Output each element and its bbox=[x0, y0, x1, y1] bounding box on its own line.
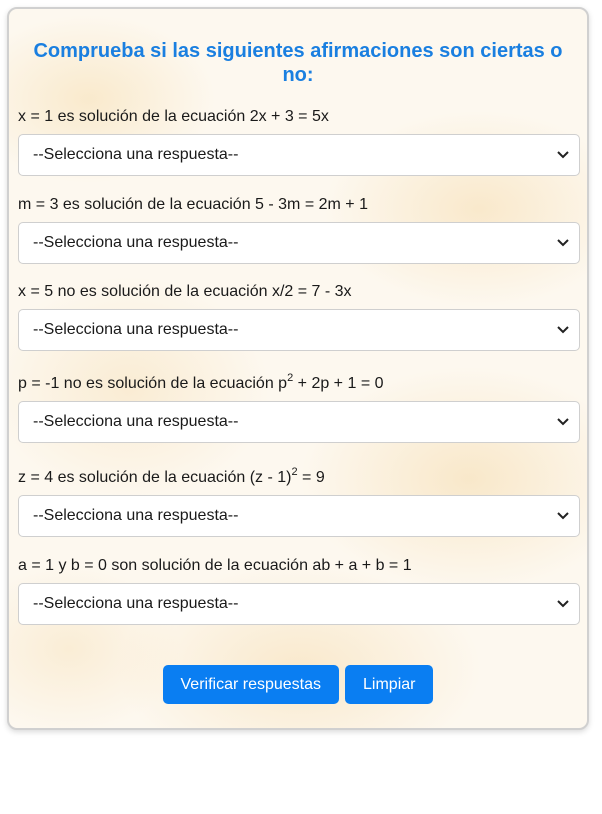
question-4 bbox=[18, 371, 582, 443]
question-6 bbox=[18, 556, 582, 625]
question-label: x = 1 es solución de la ecuación 2x + 3 = 5x bbox=[18, 108, 329, 125]
chevron-down-icon bbox=[557, 496, 569, 536]
question-label: x = 5 no es solución de la ecuación x/2 = 7 - 3x bbox=[18, 283, 352, 300]
answer-select-3[interactable] bbox=[18, 309, 580, 351]
verify-button[interactable]: Verificar respuestas bbox=[163, 665, 340, 704]
answer-select-4[interactable] bbox=[18, 401, 580, 443]
question-5 bbox=[18, 465, 582, 537]
chevron-down-icon bbox=[557, 223, 569, 263]
quiz-card bbox=[7, 7, 589, 730]
question-1 bbox=[18, 107, 582, 176]
question-label: a = 1 y b = 0 son solución de la ecuación ab + a + b = 1 bbox=[18, 557, 412, 574]
chevron-down-icon bbox=[557, 310, 569, 350]
question-label: m = 3 es solución de la ecuación 5 - 3m = 2m + 1 bbox=[18, 196, 368, 213]
action-buttons bbox=[9, 665, 587, 704]
chevron-down-icon bbox=[557, 135, 569, 175]
select-value: --Selecciona una respuesta-- bbox=[33, 321, 239, 338]
select-value: --Selecciona una respuesta-- bbox=[33, 146, 239, 163]
question-2 bbox=[18, 195, 582, 264]
page-title: Comprueba si las siguientes afirmaciones son ciertas o no: bbox=[33, 40, 563, 86]
select-value: --Selecciona una respuesta-- bbox=[33, 413, 239, 430]
select-value: --Selecciona una respuesta-- bbox=[33, 234, 239, 251]
select-value: --Selecciona una respuesta-- bbox=[33, 595, 239, 612]
answer-select-2[interactable] bbox=[18, 222, 580, 264]
clear-button[interactable]: Limpiar bbox=[345, 665, 433, 704]
question-label: p = -1 no es solución de la ecuación $p^2 + 2p + 1 = 0$ bbox=[18, 371, 384, 392]
answer-select-1[interactable] bbox=[18, 134, 580, 176]
answer-select-5[interactable] bbox=[18, 495, 580, 537]
chevron-down-icon bbox=[557, 402, 569, 442]
question-label: z = 4 es solución de la ecuación (z - 1)$^2$ = 9 bbox=[18, 465, 325, 486]
chevron-down-icon bbox=[557, 584, 569, 624]
select-value: --Selecciona una respuesta-- bbox=[33, 507, 239, 524]
question-3 bbox=[18, 282, 582, 351]
answer-select-6[interactable] bbox=[18, 583, 580, 625]
